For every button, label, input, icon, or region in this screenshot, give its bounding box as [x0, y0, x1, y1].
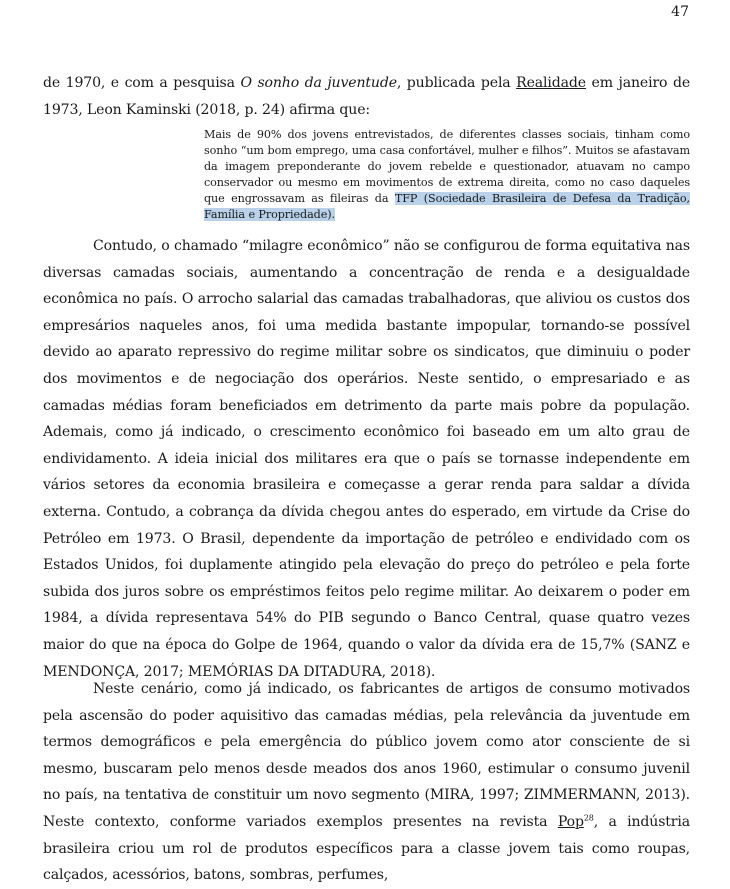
para2-text-1: Neste cenário, como já indicado, os fabricantes de artigos de consumo motivados pela ascensão do poder aquisitivo das camadas médias, pela relevância da juventude em termos demográficos e pela emergência do público jovem como ator consciente de si mesmo, buscaram pelo menos desde meados dos anos 1960, estimular o consumo juvenil no país, na tentativa de constituir um novo segmento (MIRA, 1997; ZIMMERMANN, 2013). Neste contexto, conforme variados exemplos presentes na revista [43, 681, 690, 830]
quote-text: Mais de 90% dos jovens entrevistados, de diferentes classes sociais, tinham como sonho “um bom emprego, uma casa confortável, mulher e filhos”. Muitos se afastavam da imagem preponderante do jovem rebelde e questionador, atuavam no campo conservador ou mesmo em movimentos de extrema direita, como no caso daqueles que engrossavam as fileiras da [204, 128, 690, 205]
body-paragraph-1: Contudo, o chamado “milagre econômico” não se configurou de forma equitativa nas diversas camadas sociais, aumentando a concentração de renda e a desigualdade econômica no país. O arrocho salarial das camadas trabalhadoras, que aliviou os custos dos empresários naqueles anos, foi uma medida bastante impopular, tornando-se possível devido ao aparato repressivo do regime militar sobre os sindicatos, que diminuiu o poder dos movimentos e de negociação dos operários. Neste sentido, o empresariado e as camadas médias foram beneficiados em detrimento da parte mais pobre da população. Ademais, como já indicado, o crescimento econômico foi baseado em um alto grau de endividamento. A ideia inicial dos militares era que o país se tornasse independente em vários setores da economia brasileira e começasse a gerar renda para saldar a dívida externa. Contudo, a cobrança da dívida chegou antes do esperado, em virtude da Crise do Petróleo em 1973. O Brasil, dependente da importação de petróleo e endividado com os Estados Unidos, foi duplamente atingido pela elevação do preço do petróleo e pela forte subida dos juros sobre os empréstimos feitos pelo regime militar. Ao deixarem o poder em 1984, a dívida representava 54% do PIB segundo o Banco Central, quase quatro vezes maior do que na época do Golpe de 1964, quando o valor da dívida era de 15,7% (SANZ e MENDONÇA, 2017; MEMÓRIAS DA DITADURA, 2018). [43, 238, 690, 680]
intro-text-1: de 1970, e com a pesquisa [43, 75, 241, 91]
magazine-name-realidade: Realidade [516, 75, 586, 91]
magazine-name-pop: Pop [557, 813, 584, 830]
block-quote [204, 127, 690, 222]
highlighted-text[interactable]: TFP (Sociedade Brasileira de Defesa da Tradição, Família e Propriedade). [204, 191, 690, 221]
para2-text-2: , a indústria brasileira criou um rol de produtos específicos para a classe jovem tais como roupas, calçados, acessórios, batons, sombras, perfumes, [43, 813, 691, 884]
intro-text-2: , publicada pela [396, 75, 517, 91]
intro-paragraph [43, 70, 690, 123]
intro-text-3: em janeiro de 1973, Leon Kaminski (2018, p. 24) afirma que: [43, 75, 691, 118]
page-number: 47 [671, 4, 689, 20]
footnote-marker[interactable]: 28 [583, 813, 594, 823]
body-paragraph-2 [43, 676, 690, 889]
survey-title: O sonho da juventude [240, 75, 397, 91]
